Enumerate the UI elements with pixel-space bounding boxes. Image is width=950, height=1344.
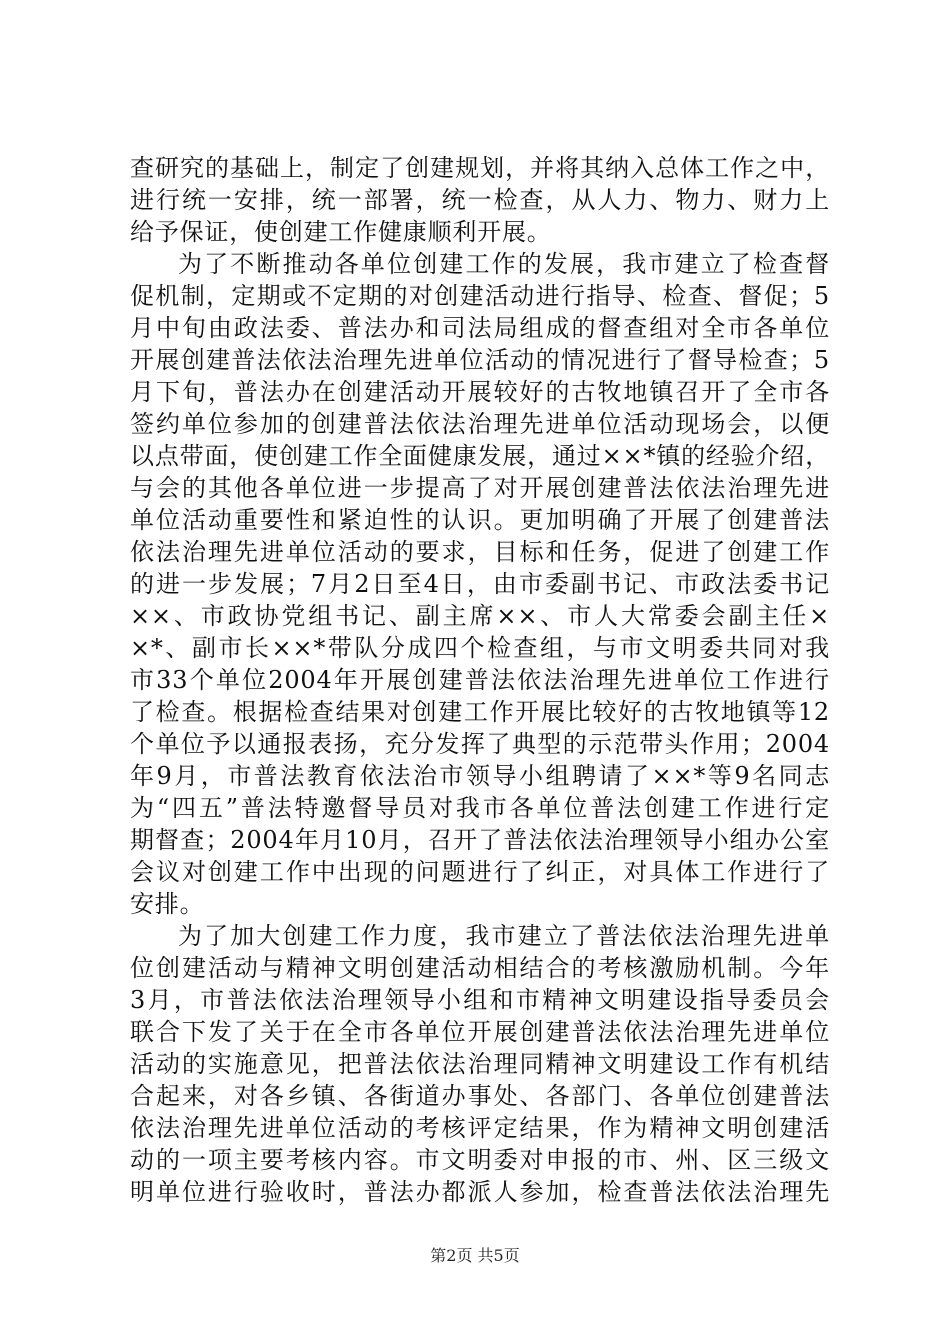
text-line: 活动的实施意见，把普法依法治理同精神文明建设工作有机结 [130, 1050, 830, 1078]
text-line: 了检查。根据检查结果对创建工作开展比较好的古牧地镇等12 [130, 698, 830, 726]
text-line: 给予保证，使创建工作健康顺利开展。 [130, 218, 552, 246]
text-line: 月下旬，普法办在创建活动开展较好的古牧地镇召开了全市各 [130, 378, 830, 406]
text-line: 查研究的基础上，制定了创建规划，并将其纳入总体工作之中， [130, 154, 830, 182]
text-line: 为“四五”普法特邀督导员对我市各单位普法创建工作进行定 [130, 794, 830, 822]
text-line: 明单位进行验收时，普法办都派人参加，检查普法依法治理先 [130, 1178, 830, 1206]
text-line: 市33个单位2004年开展创建普法依法治理先进单位工作进行 [130, 666, 830, 694]
text-line: 会议对创建工作中出现的问题进行了纠正，对具体工作进行了 [130, 858, 830, 886]
text-line: 签约单位参加的创建普法依法治理先进单位活动现场会，以便 [130, 410, 830, 438]
paragraph-first-line: 为了不断推动各单位创建工作的发展，我市建立了检查督 [178, 250, 830, 278]
text-line: 合起来，对各乡镇、各街道办事处、各部门、各单位创建普法 [130, 1082, 830, 1110]
text-line: 依法治理先进单位活动的要求，目标和任务，促进了创建工作 [130, 538, 830, 566]
text-line: ××、市政协党组书记、副主席××、市人大常委会副主任× [130, 602, 830, 630]
text-line: ×*、副市长××*带队分成四个检查组，与市文明委共同对我 [130, 634, 830, 662]
text-line: 3月，市普法依法治理领导小组和市精神文明建设指导委员会 [130, 986, 830, 1014]
text-line: 进行统一安排，统一部署，统一检查，从人力、物力、财力上 [130, 186, 830, 214]
text-line: 促机制，定期或不定期的对创建活动进行指导、检查、督促；5 [130, 282, 830, 310]
text-line: 联合下发了关于在全市各单位开展创建普法依法治理先进单位 [130, 1018, 830, 1046]
text-line: 期督查；2004年月10月，召开了普法依法治理领导小组办公室 [130, 826, 830, 854]
text-line: 年9月，市普法教育依法治市领导小组聘请了××*等9名同志 [130, 762, 830, 790]
text-line: 个单位予以通报表扬，充分发挥了典型的示范带头作用；2004 [130, 730, 830, 758]
text-line: 动的一项主要考核内容。市文明委对申报的市、州、区三级文 [130, 1146, 830, 1174]
text-line: 单位活动重要性和紧迫性的认识。更加明确了开展了创建普法 [130, 506, 830, 534]
text-line: 位创建活动与精神文明创建活动相结合的考核激励机制。今年 [130, 954, 830, 982]
text-line: 依法治理先进单位活动的考核评定结果，作为精神文明创建活 [130, 1114, 830, 1142]
text-line: 的进一步发展；7月2日至4日，由市委副书记、市政法委书记 [130, 570, 830, 598]
text-line: 安排。 [130, 890, 205, 918]
page-number-footer: 第2页 共5页 [430, 1246, 520, 1265]
text-line: 月中旬由政法委、普法办和司法局组成的督查组对全市各单位 [130, 314, 830, 342]
text-line: 开展创建普法依法治理先进单位活动的情况进行了督导检查；5 [130, 346, 830, 374]
text-line: 以点带面，使创建工作全面健康发展，通过××*镇的经验介绍， [130, 442, 830, 470]
paragraph-first-line: 为了加大创建工作力度，我市建立了普法依法治理先进单 [178, 922, 830, 950]
body-text [130, 152, 830, 1208]
text-line: 与会的其他各单位进一步提高了对开展创建普法依法治理先进 [130, 474, 830, 502]
